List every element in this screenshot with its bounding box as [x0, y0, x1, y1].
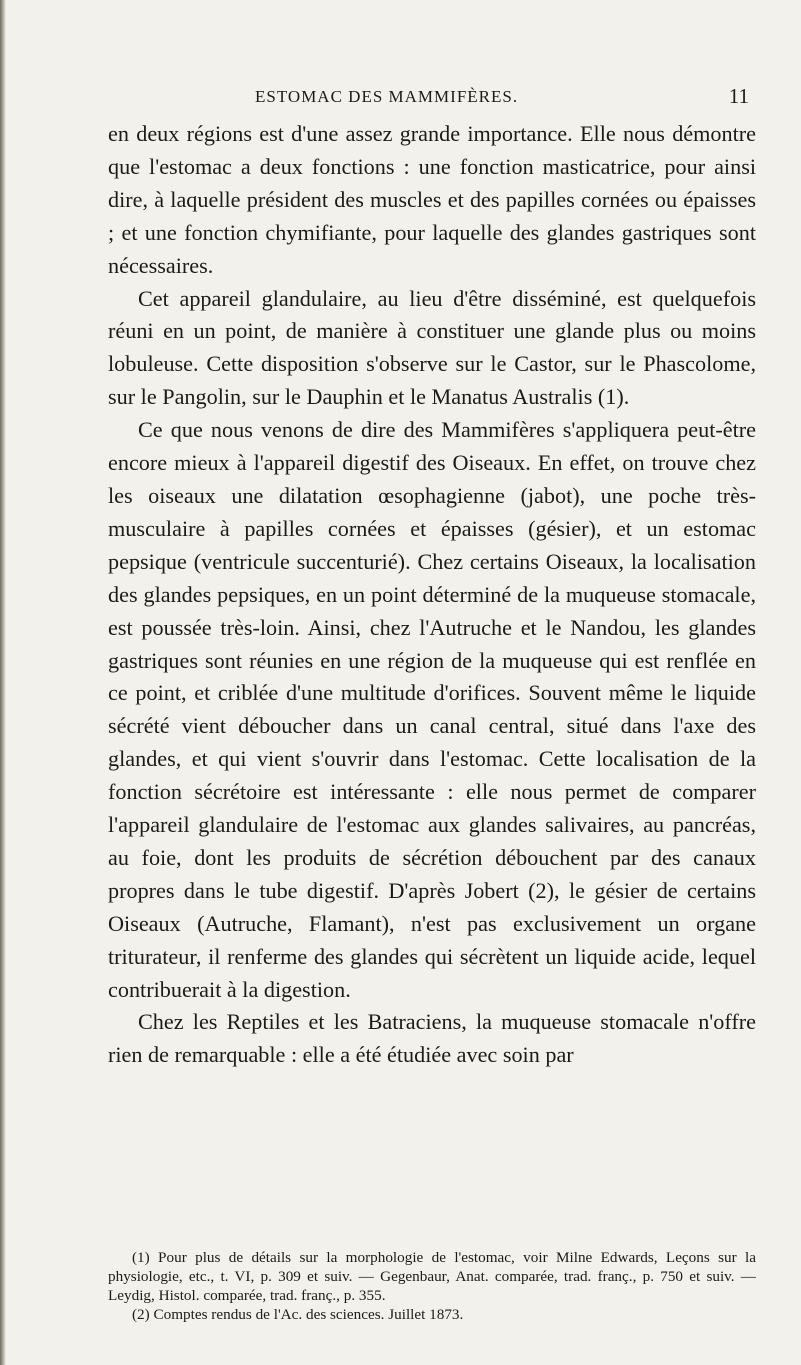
paragraph-birds: Ce que nous venons de dire des Mammifères s'appliquera peut-être encore mieux à l'appareil digestif des Oiseaux. En effet, on trouve chez les oiseaux une dilatation œsophagienne (jabot), une poche très-musculaire à papilles cornées et épaisses (gésier), et un estomac pepsique (ventricule succenturié). Chez certains Oiseaux, la localisation des glandes pepsiques, en un point déterminé de la muqueuse stomacale, est poussée très-loin. Ainsi, chez l'Autruche et le Nandou, les glandes gastriques sont réunies en une région de la muqueuse qui est renflée en ce point, et criblée d'une multitude d'orifices. Souvent même le liquide sécrété vient déboucher dans un canal central, situé dans l'axe des glandes, et qui vient s'ouvrir dans l'estomac. Cette localisation de la fonction sécrétoire est intéressante : elle nous permet de comparer l'appareil glandulaire de l'estomac aux glandes salivaires, au pancréas, au foie, dont les produits de sécrétion débouchent par des canaux propres dans le tube digestif. D'après Jobert (2), le gésier de certains Oiseaux (Autruche, Flamant), n'est pas exclusivement un organe triturateur, il renferme des glandes qui sécrètent un liquide acide, lequel contribuerait à la digestion.	[108, 417, 756, 1002]
footnote-2: (2) Comptes rendus de l'Ac. des sciences. Juillet 1873.	[132, 1306, 464, 1323]
running-head	[110, 84, 749, 113]
footnote-1: (1) Pour plus de détails sur la morphologie de l'estomac, voir Milne Edwards, Leçons sur la physiologie, etc., t. VI, p. 309 et suiv. — Gegenbaur, Anat. comparée, trad. franç., p. 750 et suiv. — Leydig, Histol. comparée, trad. franç., p. 355.	[108, 1249, 756, 1304]
paragraph-continuation: en deux régions est d'une assez grande importance. Elle nous démontre que l'estomac a deux fonctions : une fonction masticatrice, pour ainsi dire, à laquelle président des muscles et des papilles cornées ou épaisses ; et une fonction chymifiante, pour laquelle des glandes gastriques sont nécessaires.	[108, 121, 756, 278]
page-number: 11	[728, 84, 749, 108]
page-edge-shadow	[0, 0, 6, 1365]
paragraph-reptiles: Chez les Reptiles et les Batraciens, la muqueuse stomacale n'offre rien de remarquable : elle a été étudiée avec soin par	[108, 1009, 756, 1068]
body-text	[108, 118, 756, 1072]
running-title: ESTOMAC DES MAMMIFÈRES.	[255, 87, 519, 106]
footnotes	[108, 1248, 756, 1324]
paragraph-glandular-apparatus: Cet appareil glandulaire, au lieu d'être disséminé, est quelquefois réuni en un point, de manière à constituer une glande plus ou moins lobuleuse. Cette disposition s'observe sur le Castor, sur le Phascolome, sur le Pangolin, sur le Dauphin et le Manatus Australis (1).	[108, 285, 756, 410]
